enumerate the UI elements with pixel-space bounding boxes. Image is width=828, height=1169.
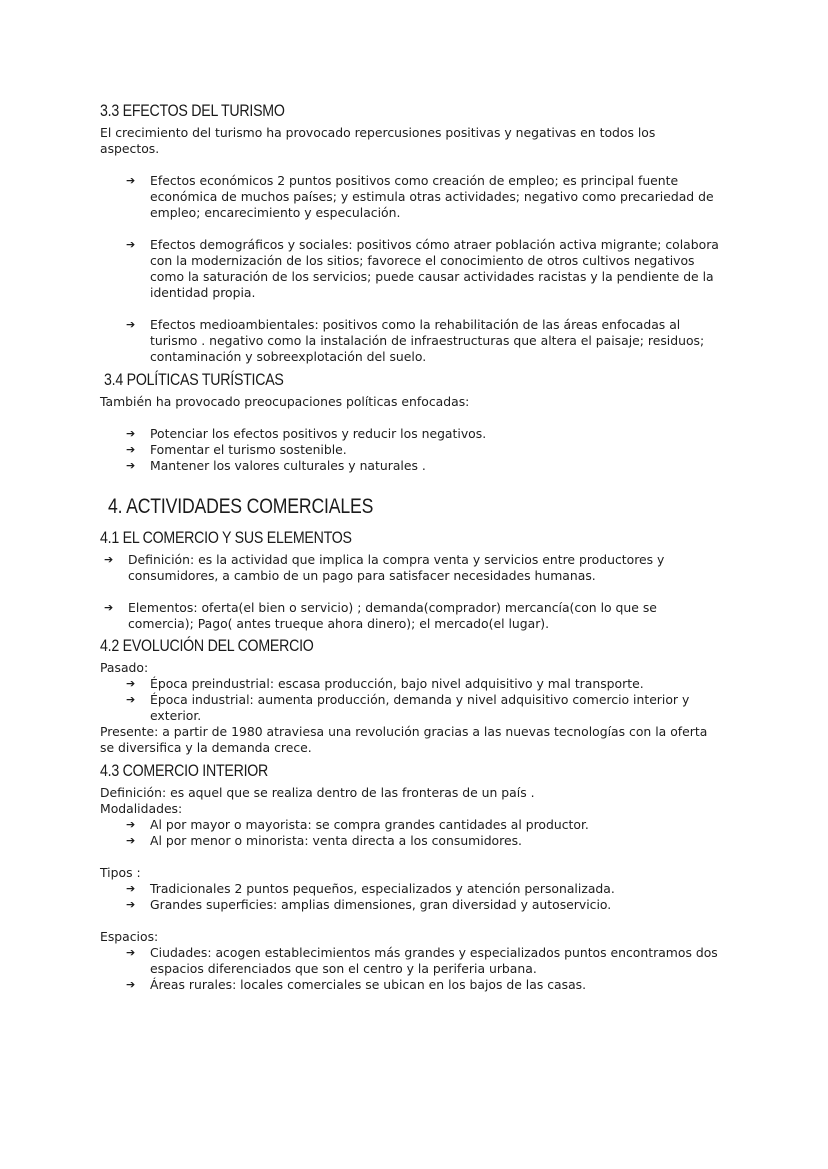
list-tipos bbox=[126, 881, 726, 913]
list-item: ➔ Elementos: oferta(el bien o servicio) ; demanda(comprador) mercancía(con lo que se comercia); Pago( antes trueque ahora dinero); el mercado(el lugar). bbox=[104, 600, 657, 631]
list-item: ➔ Áreas rurales: locales comerciales se ubican en los bajos de las casas. bbox=[126, 977, 587, 992]
arrow-bullet-icon: ➔ bbox=[126, 427, 136, 440]
heading-4-2: 4.2 EVOLUCIÓN DEL COMERCIO bbox=[100, 637, 314, 655]
label-espacios: Espacios: bbox=[100, 929, 159, 944]
arrow-bullet-icon: ➔ bbox=[126, 946, 136, 959]
heading-3-3: 3.3 EFECTOS DEL TURISMO bbox=[100, 102, 285, 120]
arrow-bullet-icon: ➔ bbox=[126, 443, 136, 456]
list-4-2 bbox=[126, 676, 726, 724]
list-item: ➔ Efectos demográficos y sociales: positivos cómo atraer población activa migrante; colabora con la modernización de los sitios; favorece el conocimiento de otros cultivos negativos como la saturación de los servicios; puede causar actividades racistas y la pendiente de la identidad propia. bbox=[126, 237, 719, 300]
list-item: ➔ Tradicionales 2 puntos pequeños, especializados y atención personalizada. bbox=[126, 881, 615, 896]
list-espacios bbox=[126, 945, 726, 993]
arrow-bullet-icon: ➔ bbox=[126, 174, 136, 187]
list-item: ➔ Época industrial: aumenta producción, demanda y nivel adquisitivo comercio interior y exterior. bbox=[126, 692, 690, 723]
arrow-bullet-icon: ➔ bbox=[104, 553, 114, 566]
arrow-bullet-icon: ➔ bbox=[126, 818, 136, 831]
paragraph-presente: Presente: a partir de 1980 atraviesa una revolución gracias a las nuevas tecnologías con la oferta se diversifica y la demanda crece. bbox=[100, 724, 708, 755]
heading-4: 4. ACTIVIDADES COMERCIALES bbox=[108, 495, 374, 518]
arrow-bullet-icon: ➔ bbox=[126, 834, 136, 847]
arrow-bullet-icon: ➔ bbox=[126, 882, 136, 895]
arrow-bullet-icon: ➔ bbox=[126, 898, 136, 911]
list-item: ➔ Fomentar el turismo sostenible. bbox=[126, 442, 347, 457]
list-item: ➔ Efectos económicos 2 puntos positivos como creación de empleo; es principal fuente económica de muchos países; y estimula otras actividades; negativo como precariedad de empleo; encarecimiento y especulación. bbox=[126, 173, 714, 220]
list-item: ➔ Mantener los valores culturales y naturales . bbox=[126, 458, 426, 473]
list-3-4 bbox=[126, 426, 726, 474]
heading-4-1: 4.1 EL COMERCIO Y SUS ELEMENTOS bbox=[100, 529, 352, 547]
arrow-bullet-icon: ➔ bbox=[104, 601, 114, 614]
arrow-bullet-icon: ➔ bbox=[126, 978, 136, 991]
list-item: ➔ Época preindustrial: escasa producción, bajo nivel adquisitivo y mal transporte. bbox=[126, 676, 644, 691]
label-modalidades: Modalidades: bbox=[100, 801, 183, 816]
arrow-bullet-icon: ➔ bbox=[126, 318, 136, 331]
arrow-bullet-icon: ➔ bbox=[126, 238, 136, 251]
list-item: ➔ Potenciar los efectos positivos y reducir los negativos. bbox=[126, 426, 487, 441]
list-item: ➔ Grandes superficies: amplias dimensiones, gran diversidad y autoservicio. bbox=[126, 897, 612, 912]
paragraph-3-3-intro: El crecimiento del turismo ha provocado repercusiones positivas y negativas en todos los aspectos. bbox=[100, 125, 656, 156]
arrow-bullet-icon: ➔ bbox=[126, 677, 136, 690]
arrow-bullet-icon: ➔ bbox=[126, 693, 136, 706]
list-modalidades bbox=[126, 817, 726, 849]
list-item: ➔ Efectos medioambientales: positivos como la rehabilitación de las áreas enfocadas al turismo . negativo como la instalación de infraestructuras que altera el paisaje; residuos; contaminación y sobreexplotación del suelo. bbox=[126, 317, 705, 364]
list-4-1 bbox=[104, 552, 724, 632]
list-item: ➔ Definición: es la actividad que implica la compra venta y servicios entre productores y consumidores, a cambio de un pago para satisfacer necesidades humanas. bbox=[104, 552, 665, 583]
arrow-bullet-icon: ➔ bbox=[126, 459, 136, 472]
heading-3-4: 3.4 POLÍTICAS TURÍSTICAS bbox=[104, 371, 284, 389]
heading-4-3: 4.3 COMERCIO INTERIOR bbox=[100, 762, 269, 780]
label-pasado: Pasado: bbox=[100, 660, 149, 675]
list-item: ➔ Ciudades: acogen establecimientos más grandes y especializados puntos encontramos dos espacios diferenciados que son el centro y la periferia urbana. bbox=[126, 945, 718, 976]
list-item: ➔ Al por menor o minorista: venta directa a los consumidores. bbox=[126, 833, 522, 848]
label-tipos: Tipos : bbox=[100, 865, 141, 880]
list-3-3 bbox=[126, 173, 726, 365]
list-item: ➔ Al por mayor o mayorista: se compra grandes cantidades al productor. bbox=[126, 817, 589, 832]
paragraph-definicion: Definición: es aquel que se realiza dentro de las fronteras de un país . bbox=[100, 785, 535, 800]
paragraph-3-4-intro: También ha provocado preocupaciones políticas enfocadas: bbox=[100, 394, 470, 409]
